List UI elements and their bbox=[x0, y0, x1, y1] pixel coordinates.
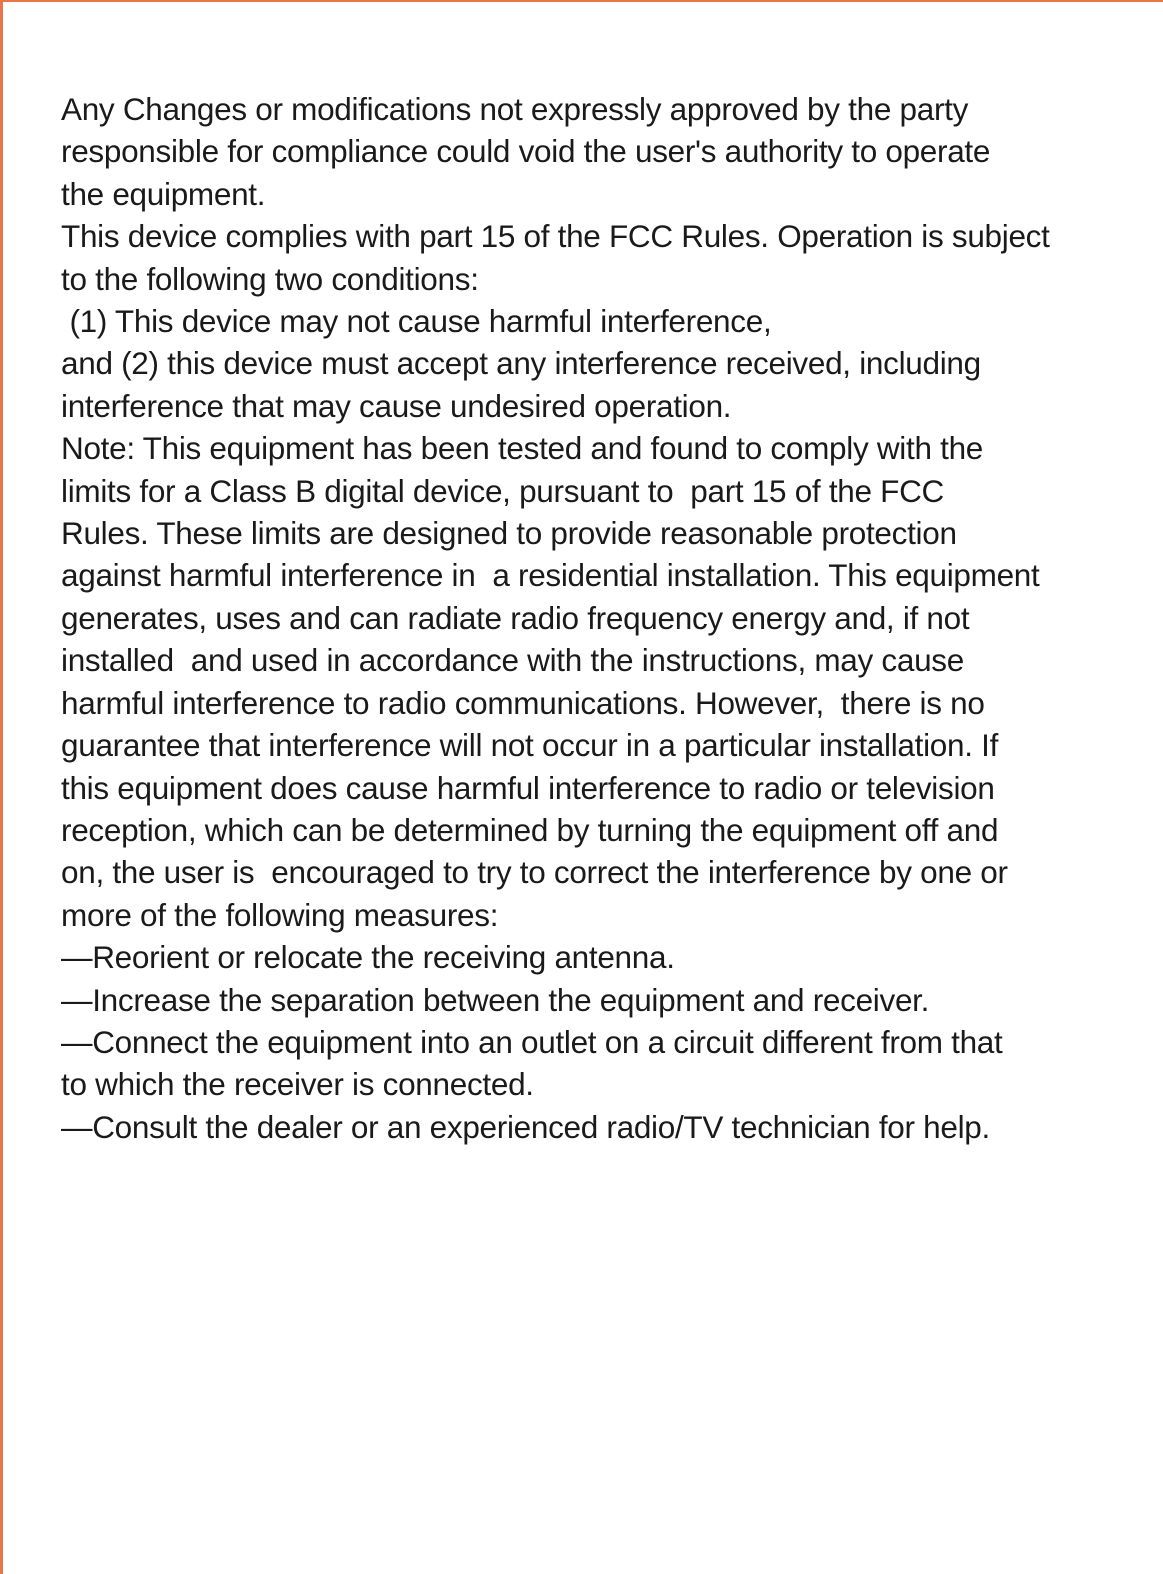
text-line: (1) This device may not cause harmful interference, bbox=[61, 303, 772, 340]
text-line: this equipment does cause harmful interference to radio or television bbox=[61, 769, 995, 806]
text-line: This device complies with part 15 of the FCC Rules. Operation is subject bbox=[61, 218, 1050, 255]
text-line: Any Changes or modifications not expressly approved by the party bbox=[61, 91, 969, 127]
text-line: to the following two conditions: bbox=[61, 260, 479, 297]
text-line: and (2) this device must accept any interference received, including bbox=[61, 345, 981, 382]
measure-item: —Consult the dealer or an experienced radio/TV technician for help. bbox=[61, 1108, 990, 1145]
text-line: on, the user is encouraged to try to correct the interference by one or bbox=[61, 854, 1008, 891]
text-line: to which the receiver is connected. bbox=[61, 1066, 534, 1103]
measure-item: —Connect the equipment into an outlet on a circuit different from that bbox=[61, 1023, 1003, 1060]
text-line: the equipment. bbox=[61, 175, 266, 212]
text-line: harmful interference to radio communications. However, there is no bbox=[61, 684, 985, 721]
text-line: interference that may cause undesired operation. bbox=[61, 387, 732, 424]
text-line: Note: This equipment has been tested and found to comply with the bbox=[61, 430, 984, 467]
text-line: reception, which can be determined by turning the equipment off and bbox=[61, 811, 999, 848]
fcc-statement-text bbox=[61, 88, 1121, 1148]
measure-item: —Increase the separation between the equipment and receiver. bbox=[61, 981, 930, 1018]
text-line: more of the following measures: bbox=[61, 896, 499, 933]
text-line: against harmful interference in a residential installation. This equipment bbox=[61, 557, 1040, 594]
text-line: generates, uses and can radiate radio frequency energy and, if not bbox=[61, 599, 970, 636]
text-line: guarantee that interference will not occur in a particular installation. If bbox=[61, 727, 999, 764]
text-line: responsible for compliance could void the user's authority to operate bbox=[61, 133, 991, 170]
text-line: limits for a Class B digital device, pursuant to part 15 of the FCC bbox=[61, 472, 944, 509]
text-line: installed and used in accordance with the instructions, may cause bbox=[61, 642, 964, 679]
measure-item: —Reorient or relocate the receiving antenna. bbox=[61, 939, 675, 976]
text-line: Rules. These limits are designed to provide reasonable protection bbox=[61, 515, 957, 552]
